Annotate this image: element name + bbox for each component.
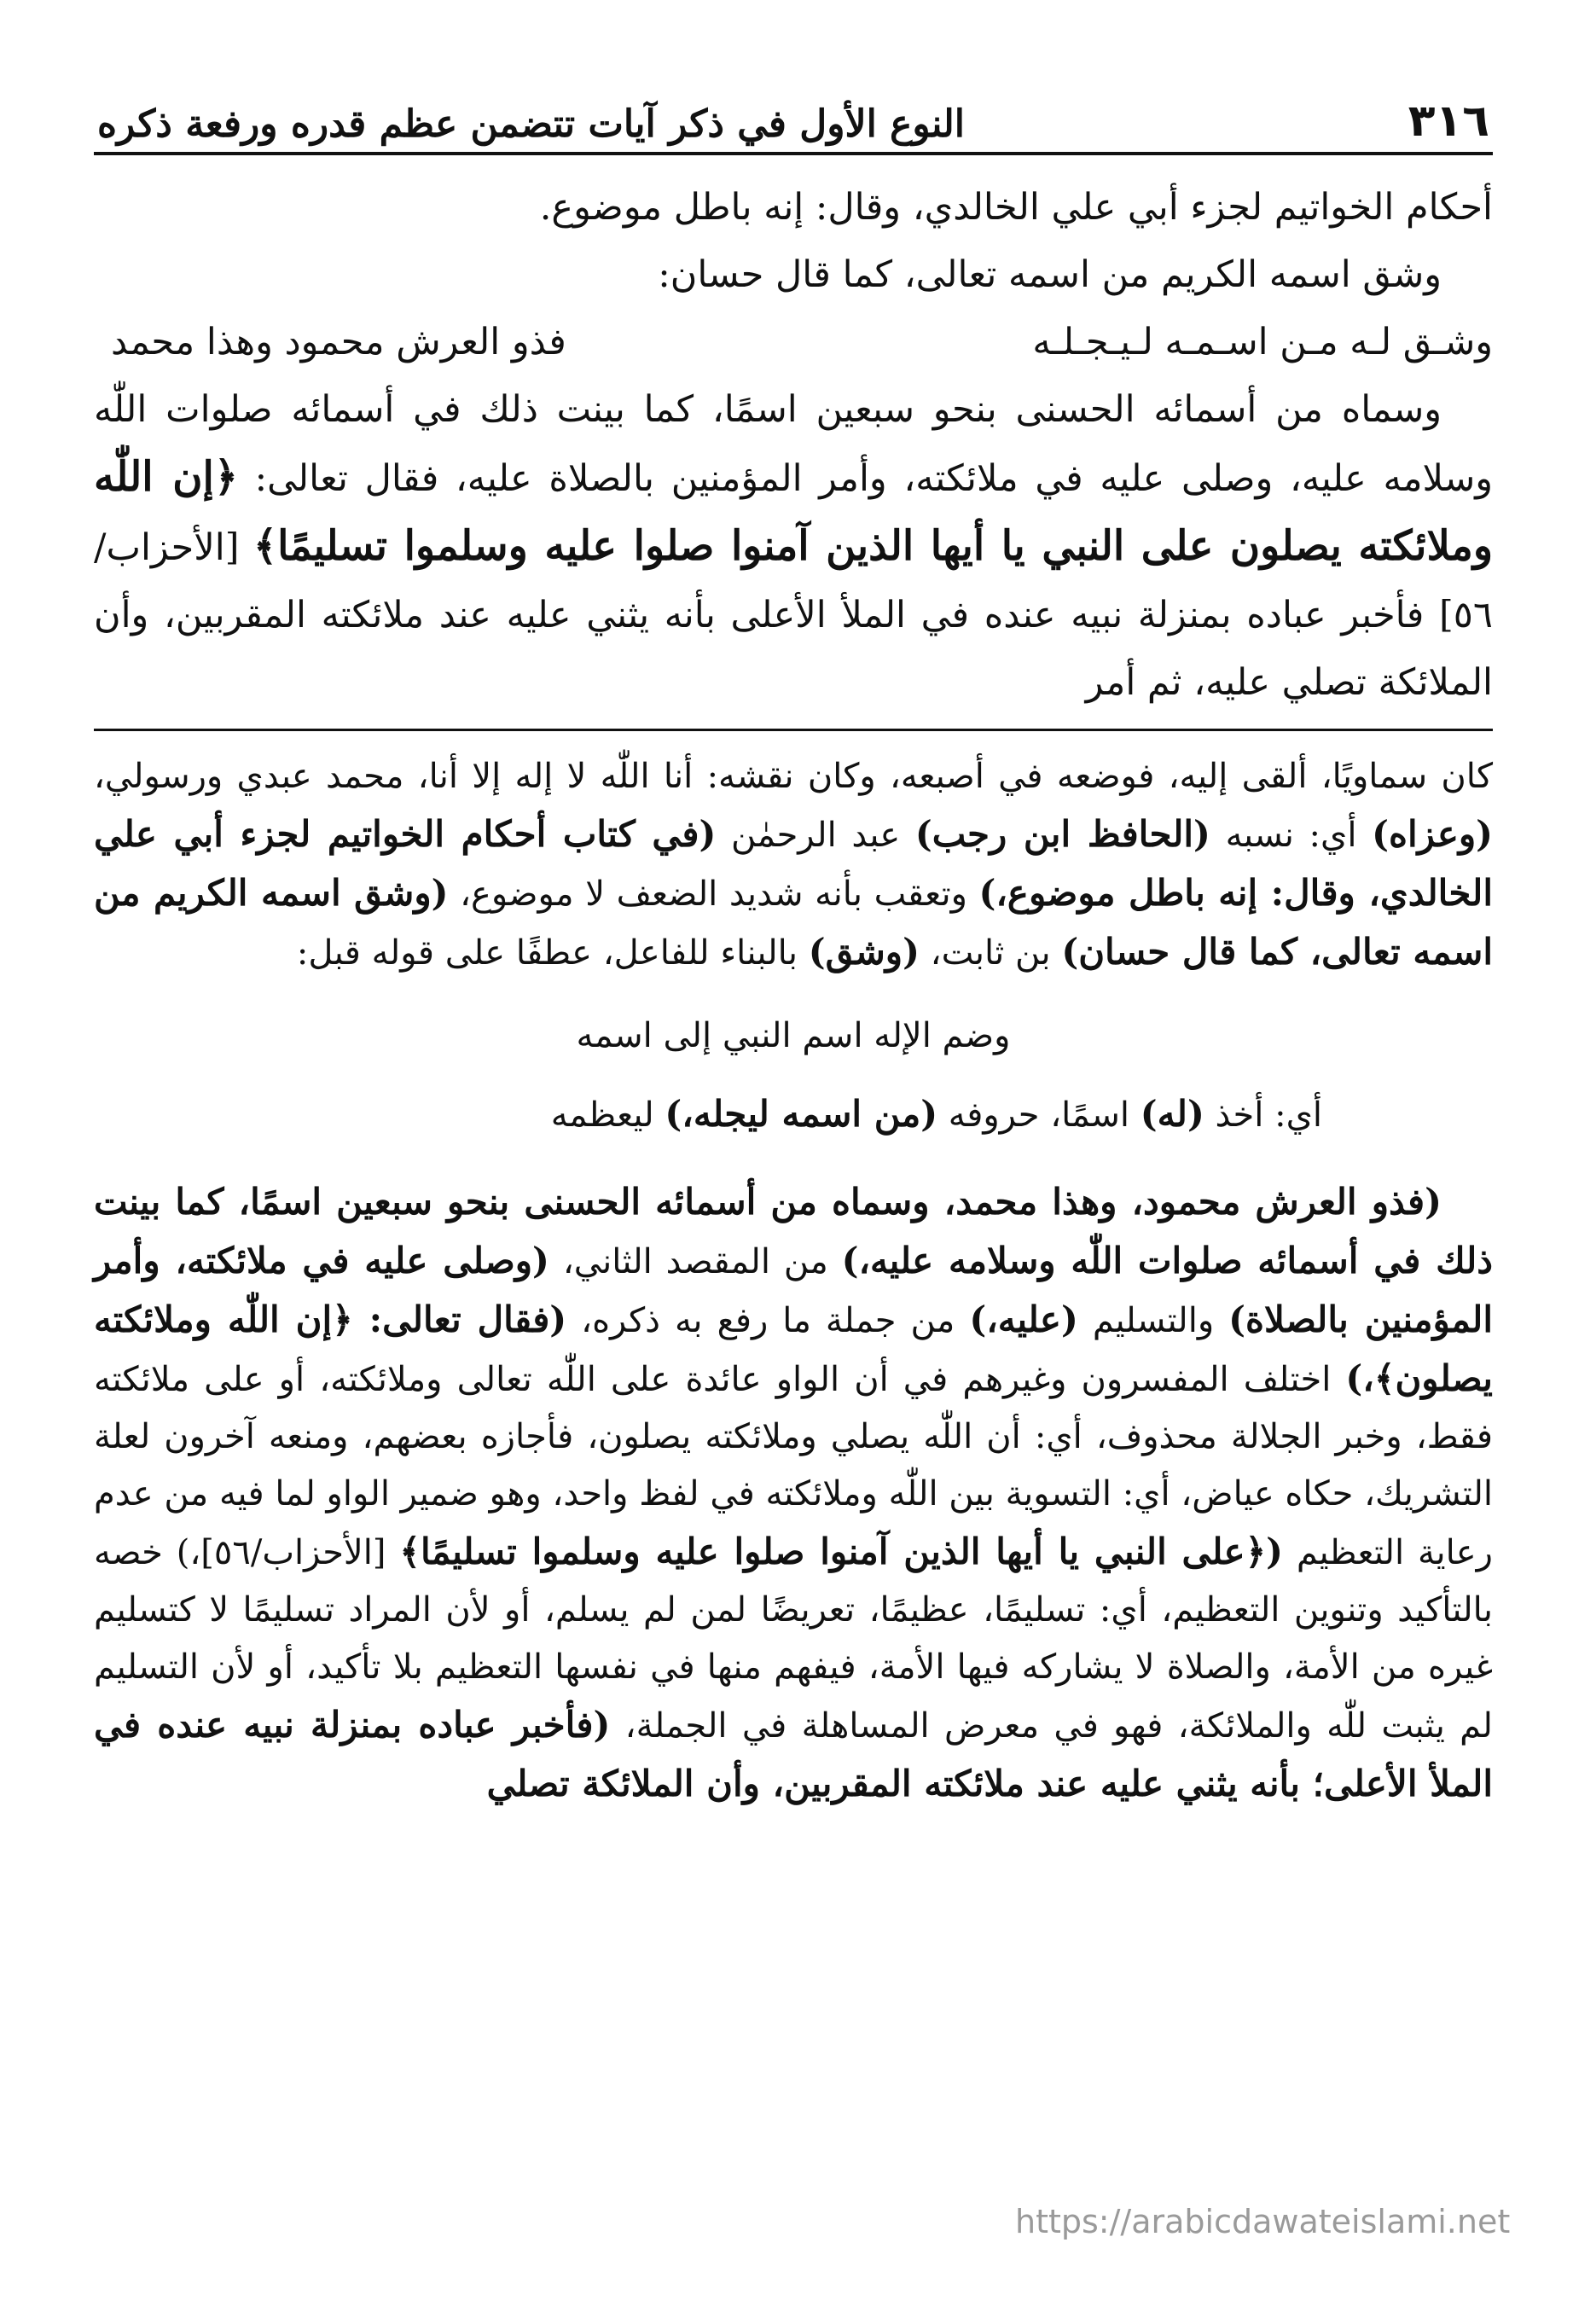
commentary-text: بن ثابت، (919, 933, 1062, 973)
main-paragraph-3-rest: [الأحزاب/٥٦] فأخبر عباده بمنزلة نبيه عنده في الملأ الأعلى بأنه يثني عليه عند ملائكته المقربين، وأن الملائكة تصلي عليه، ثم أمر (94, 526, 1493, 704)
commentary-quote: (عليه،) (969, 1299, 1078, 1340)
commentary-paragraph-1 (94, 748, 1493, 982)
commentary-text: والتسليم (1077, 1301, 1229, 1340)
commentary-quote: (فأخبر عباده بمنزلة نبيه عنده في الملأ الأعلى؛ بأنه يثني عليه عند ملائكته المقربين، وأن الملائكة تصلي (94, 1704, 1493, 1804)
commentary-paragraph-3 (94, 1173, 1493, 1814)
quoted-verse: وضم الإله اسم النبي إلى اسمه (576, 1016, 1011, 1055)
commentary-text: أي: نسبه (1210, 816, 1373, 855)
commentary-text: كان سماويًا، ألقى إليه، فوضعه في أصبعه، وكان نقشه: أنا اللّٰه لا إله إلا أنا، محمد عبدي ورسولي، (94, 757, 1493, 796)
commentary-quote: (وشق) (808, 931, 920, 973)
commentary (94, 748, 1493, 1814)
running-title: النوع الأول في ذكر آيات تتضمن عظم قدره ورفعة ذكره (97, 102, 966, 146)
commentary-quote: (في كتاب أحكام الخواتيم لجزء أبي علي الخالدي، وقال: إنه باطل موضوع،) (94, 813, 1493, 914)
commentary-quote: (الحافظ ابن رجب) (914, 813, 1210, 855)
commentary-quote: (﴿على النبي يا أيها الذين آمنوا صلوا عليه وسلموا تسليمًا﴾ (399, 1531, 1284, 1572)
verse-second-hemistich: فذو العرش محمود وهذا محمد (111, 321, 566, 363)
commentary-text: عبد الرحمٰن (716, 816, 915, 855)
commentary-text: أي: أخذ (1204, 1095, 1322, 1135)
commentary-quote: (وصلى عليه في ملائكته، وأمر المؤمنين بالصلاة) (94, 1240, 1493, 1340)
commentary-text: من جملة ما رفع به ذكره، (566, 1301, 970, 1340)
commentary-quote: (فذو العرش محمود، وهذا محمد، وسماه من أسمائه الحسنى بنحو سبعين اسمًا، كما بينت ذلك في أسمائه صلوات اللّٰه وسلامه عليه،) (94, 1181, 1493, 1281)
commentary-quote: (له) (1140, 1093, 1204, 1135)
page-number: ٣١٦ (1408, 96, 1489, 147)
commentary-text: اسمًا، حروفه (937, 1095, 1141, 1135)
commentary-quote: (وشق اسمه الكريم من اسمه تعالى، كما قال حسان) (94, 872, 1493, 973)
commentary-text: وتعقب بأنه شديد الضعف لا موضوع، (448, 874, 979, 914)
commentary-text: [الأحزاب/٥٦]،) خصه بالتأكيد وتنوين التعظيم، أي: تسليمًا، عظيمًا، تعريضًا لمن لم يسلم، أو لأن المراد تسليمًا لا كتسليم غيره من الأمة، والصلاة لا يشاركه فيها الأمة، فيفهم منها في نفسها التعظيم بلا تأكيد، أو لأن التسليم لم يثبت للّٰه والملائكة، فهو في معرض المساهلة في الجملة، (94, 1533, 1493, 1746)
poem-verse (94, 309, 1493, 376)
commentary-paragraph-2 (94, 1085, 1493, 1144)
main-paragraph-3-intro: وسماه من أسمائه الحسنى بنحو سبعين اسمًا، كما بينت ذلك في أسمائه صلوات اللّٰه وسلامه عليه، وصلى عليه في ملائكته، وأمر المؤمنين بالصلاة عليه، فقال تعالى: (94, 388, 1493, 500)
commentary-text: بالبناء للفاعل، عطفًا على قوله قبل: (296, 933, 809, 973)
source-watermark: https://arabicdawateislami.net (1015, 2203, 1511, 2240)
verse-first-hemistich: وشـق لـه مـن اسـمـه لـيـجـلـه (1032, 321, 1493, 363)
main-text (94, 174, 1493, 717)
quran-verse: ﴿إن اللّٰه وملائكته يصلون على النبي يا أيها الذين آمنوا صلوا عليه وسلموا تسليمًا﴾ (94, 453, 1493, 570)
commentary-quote: (فقال تعالى: ﴿إن اللّٰه وملائكته يصلون﴾،) (94, 1299, 1493, 1399)
commentary-quote: (وعزاه) (1372, 813, 1494, 855)
commentary-text: من المقصد الثاني، (549, 1242, 842, 1281)
commentary-quote: (من اسمه ليجله،) (665, 1093, 938, 1135)
main-paragraph-3 (94, 376, 1493, 717)
running-head (94, 77, 1493, 155)
main-paragraph-1: أحكام الخواتيم لجزء أبي علي الخالدي، وقال: إنه باطل موضوع. (539, 186, 1493, 229)
commentary-text: اختلف المفسرون وغيرهم في أن الواو عائدة على اللّٰه تعالى وملائكته، أو على ملائكته فقط، وخبر الجلالة محذوف، أي: أن اللّٰه يصلي وملائكته يصلون، فأجازه بعضهم، ومنعه آخرون لعلة التشريك، حكاه عياض، أي: التسوية بين اللّٰه وملائكته في لفظ واحد، وهو ضمير الواو لما فيه من عدم رعاية التعظيم (94, 1360, 1493, 1572)
main-paragraph-2: وشق اسمه الكريم من اسمه تعالى، كما قال حسان: (658, 253, 1442, 296)
commentary-text: ليعظمه (550, 1095, 665, 1135)
book-page (94, 77, 1493, 2261)
footnote-separator (94, 729, 1493, 731)
